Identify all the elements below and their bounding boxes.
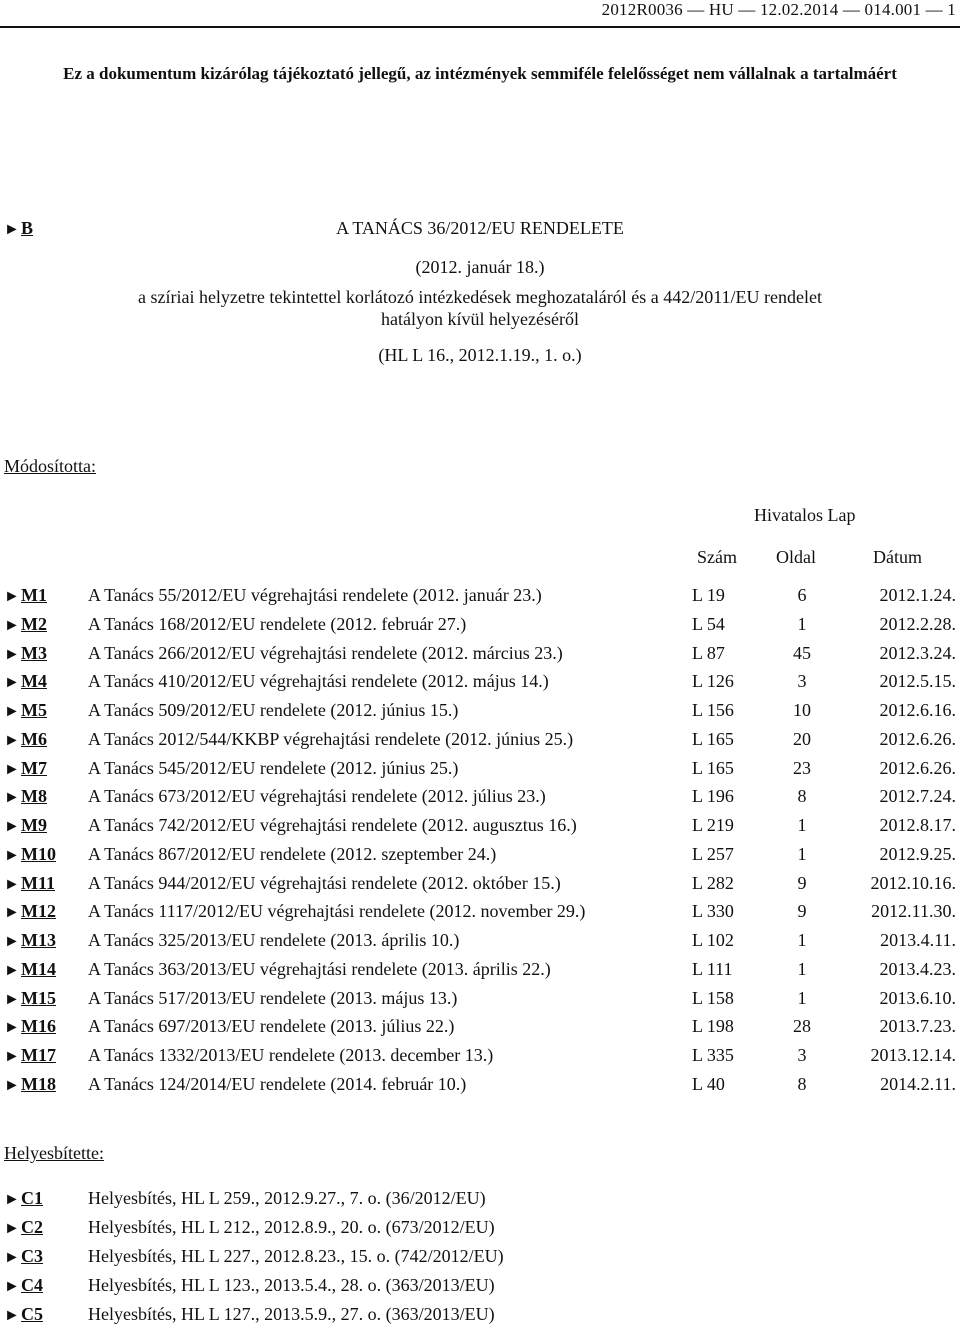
journal-page: 28: [793, 1016, 811, 1037]
amendment-marker[interactable]: [4, 1045, 56, 1066]
journal-date: 2013.6.10.: [879, 987, 956, 1008]
table-row: [0, 1016, 960, 1045]
amendment-description: A Tanács 1332/2013/EU rendelete (2013. december 13.): [88, 1045, 494, 1065]
journal-number: L 219: [692, 815, 734, 835]
amendment-link[interactable]: M4: [21, 671, 47, 692]
triangle-right-icon: ►: [4, 1191, 20, 1208]
table-row: [0, 729, 960, 758]
table-row: [0, 786, 960, 815]
amendment-link[interactable]: M3: [21, 642, 47, 663]
amendment-marker[interactable]: [4, 988, 56, 1009]
amendment-marker[interactable]: [4, 844, 56, 865]
triangle-right-icon: ►: [4, 731, 20, 749]
amendment-marker[interactable]: [4, 1074, 56, 1095]
journal-date: 2012.1.24.: [879, 585, 956, 605]
journal-number: L 330: [692, 901, 734, 922]
list-item: [0, 1275, 960, 1304]
triangle-right-icon: ►: [4, 1220, 20, 1237]
triangle-right-icon: ►: [4, 703, 20, 720]
regulation-title: A TANÁCS 36/2012/EU RENDELETE: [336, 218, 624, 238]
triangle-right-icon: ►: [4, 904, 20, 922]
correction-description: Helyesbítés, HL L 123., 2013.5.4., 28. o. (363/2013/EU): [88, 1275, 495, 1295]
journal-date: 2012.6.26.: [879, 728, 956, 749]
journal-number: L 126: [692, 671, 734, 692]
correction-description: Helyesbítés, HL L 227., 2012.8.23., 15. o. (742/2012/EU): [88, 1246, 504, 1266]
amendment-link[interactable]: M6: [21, 728, 47, 749]
triangle-right-icon: ►: [4, 875, 20, 893]
amendments-label: Módosította:: [4, 456, 97, 476]
journal-date: 2012.7.24.: [879, 786, 956, 807]
table-row: [0, 930, 960, 959]
column-number-header: Szám: [697, 547, 737, 567]
correction-description: Helyesbítés, HL L 259., 2012.9.27., 7. o. (36/2012/EU): [88, 1188, 486, 1208]
journal-number: L 165: [692, 728, 734, 749]
amendment-marker[interactable]: [4, 901, 56, 922]
journal-date: 2012.3.24.: [879, 642, 956, 663]
triangle-right-icon: ►: [4, 789, 20, 807]
triangle-right-icon: ►: [4, 674, 20, 692]
journal-page: 23: [793, 757, 811, 778]
amendment-marker[interactable]: [4, 815, 47, 836]
table-row: [0, 1045, 960, 1074]
correction-description: Helyesbítés, HL L 127., 2013.5.9., 27. o. (363/2013/EU): [88, 1304, 495, 1324]
triangle-right-icon: ►: [4, 1278, 20, 1295]
table-row: [0, 844, 960, 873]
correction-link[interactable]: C5: [21, 1304, 43, 1324]
amendment-description: A Tanács 325/2013/EU rendelete (2013. április 10.): [88, 930, 460, 950]
triangle-right-icon: ►: [4, 933, 20, 950]
triangle-right-icon: ►: [4, 645, 20, 663]
amendment-marker[interactable]: [4, 758, 47, 779]
list-item: [0, 1217, 960, 1246]
amendment-description: A Tanács 1117/2012/EU végrehajtási rendelete (2012. november 29.): [88, 901, 586, 922]
journal-number: L 198: [692, 1016, 734, 1037]
journal-number: L 111: [692, 958, 733, 979]
amendment-marker[interactable]: [4, 614, 47, 635]
journal-page: 3: [797, 1045, 807, 1065]
triangle-right-icon: ►: [4, 961, 20, 979]
journal-page: 1: [797, 958, 807, 979]
journal-number: L 257: [692, 843, 734, 864]
journal-page: 9: [797, 901, 807, 922]
amendment-description: A Tanács 363/2013/EU végrehajtási rendelete (2013. április 22.): [88, 958, 551, 979]
journal-number: L 87: [692, 642, 725, 663]
amendment-description: A Tanács 944/2012/EU végrehajtási rendelete (2012. október 15.): [88, 872, 561, 893]
table-row: [0, 988, 960, 1017]
journal-page: 6: [797, 585, 807, 605]
column-date-header: Dátum: [873, 547, 922, 567]
triangle-right-icon: ►: [4, 760, 20, 778]
amendment-link[interactable]: M12: [21, 901, 56, 922]
amendment-link[interactable]: M18: [21, 1073, 56, 1094]
amendment-marker[interactable]: [4, 671, 47, 692]
correction-marker[interactable]: [4, 1188, 43, 1209]
amendment-marker[interactable]: [4, 1016, 56, 1037]
journal-page: 20: [793, 728, 811, 749]
amendment-description: A Tanács 517/2013/EU rendelete (2013. május 13.): [88, 987, 458, 1008]
journal-number: L 158: [692, 987, 734, 1008]
triangle-right-icon: ►: [4, 1249, 20, 1266]
amendment-marker[interactable]: [4, 585, 47, 606]
journal-number: L 165: [692, 757, 734, 778]
list-item: [0, 1246, 960, 1275]
journal-number: L 19: [692, 585, 725, 605]
table-row: [0, 643, 960, 672]
amendment-marker[interactable]: [4, 873, 55, 894]
triangle-right-icon: ►: [4, 221, 20, 238]
amendment-link[interactable]: M5: [21, 700, 47, 720]
journal-number: L 54: [692, 613, 725, 634]
amendment-link[interactable]: M2: [21, 613, 47, 634]
base-act-link[interactable]: B: [21, 218, 34, 238]
journal-date: 2012.11.30.: [871, 901, 956, 922]
correction-description: Helyesbítés, HL L 212., 2012.8.9., 20. o. (673/2012/EU): [88, 1217, 495, 1237]
amendment-link[interactable]: M14: [21, 958, 56, 979]
amendment-link[interactable]: M15: [21, 987, 56, 1008]
amendment-description: A Tanács 673/2012/EU végrehajtási rendelete (2012. július 23.): [88, 786, 546, 807]
triangle-right-icon: ►: [4, 1307, 20, 1324]
journal-page: 8: [797, 1073, 807, 1094]
correction-marker[interactable]: [4, 1304, 43, 1325]
amendment-link[interactable]: M8: [21, 786, 47, 807]
amendment-description: A Tanács 697/2013/EU rendelete (2013. július 22.): [88, 1016, 455, 1037]
amendment-link[interactable]: M13: [21, 930, 56, 950]
amendment-link[interactable]: M16: [21, 1016, 56, 1037]
correction-link[interactable]: C2: [21, 1217, 43, 1237]
amendment-link[interactable]: M1: [21, 585, 47, 605]
journal-page: 1: [797, 843, 807, 864]
amendment-link[interactable]: M9: [21, 815, 47, 835]
journal-date: 2012.2.28.: [879, 613, 956, 634]
correction-marker[interactable]: [4, 1217, 43, 1238]
amendment-marker[interactable]: [4, 700, 47, 721]
journal-page: 1: [797, 815, 807, 835]
amendment-description: A Tanács 545/2012/EU rendelete (2012. június 25.): [88, 757, 459, 778]
triangle-right-icon: ►: [4, 1076, 20, 1094]
amendment-description: A Tanács 2012/544/KKBP végrehajtási rendelete (2012. június 25.): [88, 728, 574, 749]
header-divider: [0, 26, 960, 28]
disclaimer: Ez a dokumentum kizárólag tájékoztató jellegű, az intézmények semmiféle felelősséget nem vállalnak a tartalmáért: [63, 64, 897, 83]
correction-link[interactable]: C1: [21, 1188, 43, 1208]
official-journal-header: Hivatalos Lap: [754, 505, 856, 525]
journal-date: 2012.10.16.: [870, 872, 956, 893]
table-row: [0, 959, 960, 988]
table-row: [0, 758, 960, 787]
journal-number: L 282: [692, 872, 734, 893]
regulation-subject-line-2: hatályon kívül helyezéséről: [381, 309, 579, 329]
journal-number: L 196: [692, 786, 734, 807]
amendment-link[interactable]: M11: [21, 872, 55, 893]
amendment-description: A Tanács 867/2012/EU rendelete (2012. szeptember 24.): [88, 843, 497, 864]
journal-page: 1: [797, 930, 807, 950]
list-item: [0, 1304, 960, 1333]
regulation-subject-line-1: a szíriai helyzetre tekintettel korlátozó intézkedések meghozataláról és a 442/2011/EU rendelet: [137, 287, 823, 307]
journal-date: 2012.9.25.: [879, 843, 956, 864]
triangle-right-icon: ►: [4, 616, 20, 634]
journal-date: 2012.6.26.: [879, 757, 956, 778]
journal-page: 1: [797, 987, 807, 1008]
amendment-description: A Tanács 124/2014/EU rendelete (2014. február 10.): [88, 1073, 467, 1094]
table-row: [0, 815, 960, 844]
amendment-marker[interactable]: [4, 959, 56, 980]
document-reference: 2012R0036 — HU — 12.02.2014 — 014.001 — 1: [601, 0, 956, 19]
correction-marker[interactable]: [4, 1246, 43, 1267]
official-journal-citation: (HL L 16., 2012.1.19., 1. o.): [378, 345, 582, 365]
triangle-right-icon: ►: [4, 818, 20, 835]
correction-marker[interactable]: [4, 1275, 43, 1296]
journal-page: 10: [793, 700, 811, 720]
journal-date: 2013.12.14.: [870, 1045, 956, 1065]
amendment-marker[interactable]: [4, 643, 47, 664]
journal-date: 2014.2.11.: [880, 1073, 956, 1094]
table-row: [0, 614, 960, 643]
triangle-right-icon: ►: [4, 846, 20, 864]
amendment-description: A Tanács 509/2012/EU rendelete (2012. június 15.): [88, 700, 459, 720]
amendment-description: A Tanács 266/2012/EU végrehajtási rendelete (2012. március 23.): [88, 642, 563, 663]
amendment-marker[interactable]: [4, 786, 47, 807]
column-page-header: Oldal: [776, 547, 816, 567]
table-row: [0, 700, 960, 729]
amendment-link[interactable]: M17: [21, 1045, 56, 1065]
journal-number: L 156: [692, 700, 734, 720]
amendment-marker[interactable]: [4, 930, 56, 951]
correction-link[interactable]: C3: [21, 1246, 43, 1266]
amendment-marker[interactable]: [4, 729, 47, 750]
journal-date: 2013.7.23.: [879, 1016, 956, 1037]
journal-number: L 40: [692, 1073, 725, 1094]
table-row: [0, 901, 960, 930]
journal-date: 2012.8.17.: [879, 815, 956, 835]
triangle-right-icon: ►: [4, 990, 20, 1008]
correction-link[interactable]: C4: [21, 1275, 43, 1295]
list-item: [0, 1188, 960, 1217]
amendment-description: A Tanács 742/2012/EU végrehajtási rendelete (2012. augusztus 16.): [88, 815, 577, 835]
table-row: [0, 585, 960, 614]
corrections-label: Helyesbítette:: [4, 1143, 104, 1163]
journal-page: 45: [793, 642, 811, 663]
triangle-right-icon: ►: [4, 1019, 20, 1037]
table-row: [0, 1074, 960, 1103]
journal-page: 1: [797, 613, 807, 634]
journal-date: 2013.4.23.: [879, 958, 956, 979]
journal-page: 8: [797, 786, 807, 807]
journal-page: 3: [797, 671, 807, 692]
journal-number: L 335: [692, 1045, 734, 1065]
amendment-link[interactable]: M10: [21, 843, 56, 864]
journal-date: 2013.4.11.: [880, 930, 956, 950]
amendment-description: A Tanács 168/2012/EU rendelete (2012. február 27.): [88, 613, 467, 634]
regulation-date: (2012. január 18.): [415, 257, 545, 277]
journal-date: 2012.6.16.: [879, 700, 956, 720]
triangle-right-icon: ►: [4, 588, 20, 605]
amendment-description: A Tanács 410/2012/EU végrehajtási rendelete (2012. május 14.): [88, 671, 549, 692]
journal-page: 9: [797, 872, 807, 893]
journal-number: L 102: [692, 930, 734, 950]
amendment-link[interactable]: M7: [21, 757, 47, 778]
journal-date: 2012.5.15.: [879, 671, 956, 692]
amendment-description: A Tanács 55/2012/EU végrehajtási rendelete (2012. január 23.): [88, 585, 542, 605]
table-row: [0, 671, 960, 700]
triangle-right-icon: ►: [4, 1048, 20, 1065]
table-row: [0, 873, 960, 902]
